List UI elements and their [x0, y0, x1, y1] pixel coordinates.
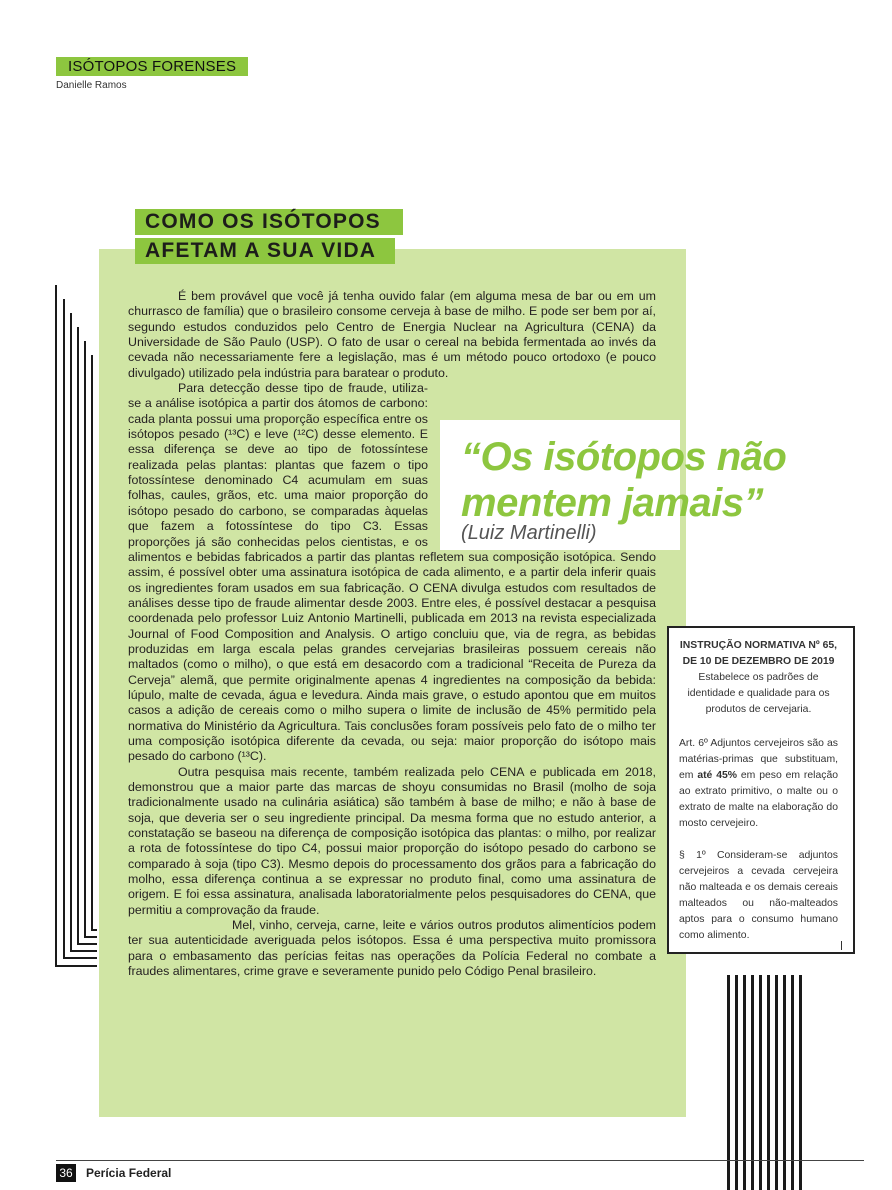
normativa-article: Art. 6º Adjuntos cervejeiros são as matérias-primas que substituam, em até 45% em peso em relação ao extrato primitivo, o malte ou o extrato de malte na elaboração do mosto cervejeiro.: [679, 738, 839, 829]
pull-quote-line-1: “Os isótopos não: [461, 435, 787, 479]
author-name: Danielle Ramos: [56, 80, 127, 91]
page-number: 36: [56, 1164, 76, 1182]
paragraph: É bem provável que você já tenha ouvido falar (em alguma mesa de bar ou em um churrasco de família) que o brasileiro consome cerveja à base de milho. E pode ser bem por aí, segundo estudos conduzidos pelo Centro de Energia Nuclear na Agricultura (CENA) da Universidade de São Paulo (USP). O fato de usar o cereal na bebida fermentada ao invés da cevada não necessariamente fere a legislação, mas é um método pouco ortodoxo (e pouco divulgado) utilizado pela indústria para baratear o produto.: [128, 289, 656, 380]
paragraph: Mel, vinho, cerveja, carne, leite e vários outros produtos alimentícios podem ter sua autenticidade averiguada pelos isótopos. Essa é uma perspectiva muito promissora para o embasamento das perícias feitas nas operações da Polícia Federal no combate a fraudes alimentares, crime grave e severamente punido pelo Código Penal brasileiro.: [128, 918, 656, 979]
normativa-sidebar: [667, 626, 855, 954]
section-tag: [56, 57, 248, 76]
footer-rule: [56, 1160, 864, 1161]
normativa-title-1: INSTRUÇÃO NORMATIVA Nº 65,: [679, 640, 838, 651]
decorative-mark: [841, 941, 842, 950]
article-body: [128, 289, 656, 979]
normativa-title-2: DE 10 DE DEZEMBRO DE 2019: [682, 656, 835, 667]
pull-quote-author: (Luiz Martinelli): [461, 522, 597, 544]
normativa-subtitle: Estabelece os padrões de identidade e qualidade para os produtos de cervejaria.: [687, 672, 830, 715]
normativa-paragraph: § 1º Consideram-se adjuntos cervejeiros a cevada cervejeira não malteada e os demais cereais malteados ou não-malteados aptos para o consumo humano como alimento.: [679, 850, 838, 941]
magazine-name: Perícia Federal: [86, 1166, 172, 1180]
pull-quote-line-2: mentem jamais”: [461, 481, 764, 525]
article-title-line-2: AFETAM A SUA VIDA: [135, 238, 395, 264]
article-title-line-1: COMO OS ISÓTOPOS: [135, 209, 403, 235]
pull-quote: [461, 434, 786, 526]
paragraph: Para detecção desse tipo de fraude, utiliza-se a análise isotópica a partir dos átomos de carbono: cada planta possui uma proporção específica entre os isótopos pesado (¹³C) e leve (¹²C) desse elemento. E essa diferença se deve ao tipo de fotossíntese realizada pelas plantas: plantas que fazem o tipo fotossíntese denominado C4 acumulam em suas folhas, caules, grãos, etc. uma maior proporção do isótopo pesado do carbono, se comparadas àquelas que fazem a fotossíntese do tipo C3. Essas proporções já são conhecidas pelos cientistas, e os alimentos e bebidas fabricados a partir das plantas refletem sua composição isotópica. Sendo assim, é possível obter uma assinatura isotópica de cada alimento, e a partir dela inferir quais os ingredientes foram usados em sua fabricação. O CENA divulga estudos com resultados de análises desse tipo de fraude alimentar desde 2003. Entre eles, é possível destacar a pesquisa coordenada pelo professor Luiz Antonio Martinelli, publicada em 2013 na revista especializada Journal of Food Composition and Analysis. O artigo concluiu que, via de regra, as bebidas produzidas em larga escala pelas grandes cervejarias brasileiras possuem cereais não maltados (como o milho), o que está em desacordo com a tradicional “Receita de Pureza da Cerveja” alemã, que permite originalmente apenas 4 ingredientes na composição da bebida: lúpulo, malte de cevada, água e levedura. Ainda mais grave, o estudo apontou que em muitos casos a adição de cereais como o milho supera o limite de inclusão de 45% permitido pela normativa do Ministério da Agricultura. Tais conclusões foram possíveis pelo fato de o milho ter uma composição isotópica diferente da cevada, ou seja: maior proporção do isótopo mais pesado do carbono (¹³C).: [128, 381, 656, 764]
section-label: ISÓTOPOS FORENSES: [68, 58, 237, 75]
paragraph: Outra pesquisa mais recente, também realizada pelo CENA e publicada em 2018, demonstrou que a maior parte das marcas de shoyu consumidas no Brasil (molho de soja tradicionalmente usado na culinária asiática) são também à base de milho; e não à base de soja, que deveria ser o seu ingrediente principal. Da mesma forma que no estudo anterior, a constatação se baseou na diferença de composição isotópica das plantas: o milho, por realizar a rota de fotossíntese do tipo C4, possui maior proporção do isótopo pesado do carbono se comparado à soja (tipo C3). Mesmo depois do processamento dos grãos para a fabricação do molho, essa diferença continua a se expressar no produto final, como uma assinatura de origem. E foi essa assinatura, analisada laboratorialmente pelos pesquisadores do CENA, que permitiu a comprovação da fraude.: [128, 764, 656, 917]
